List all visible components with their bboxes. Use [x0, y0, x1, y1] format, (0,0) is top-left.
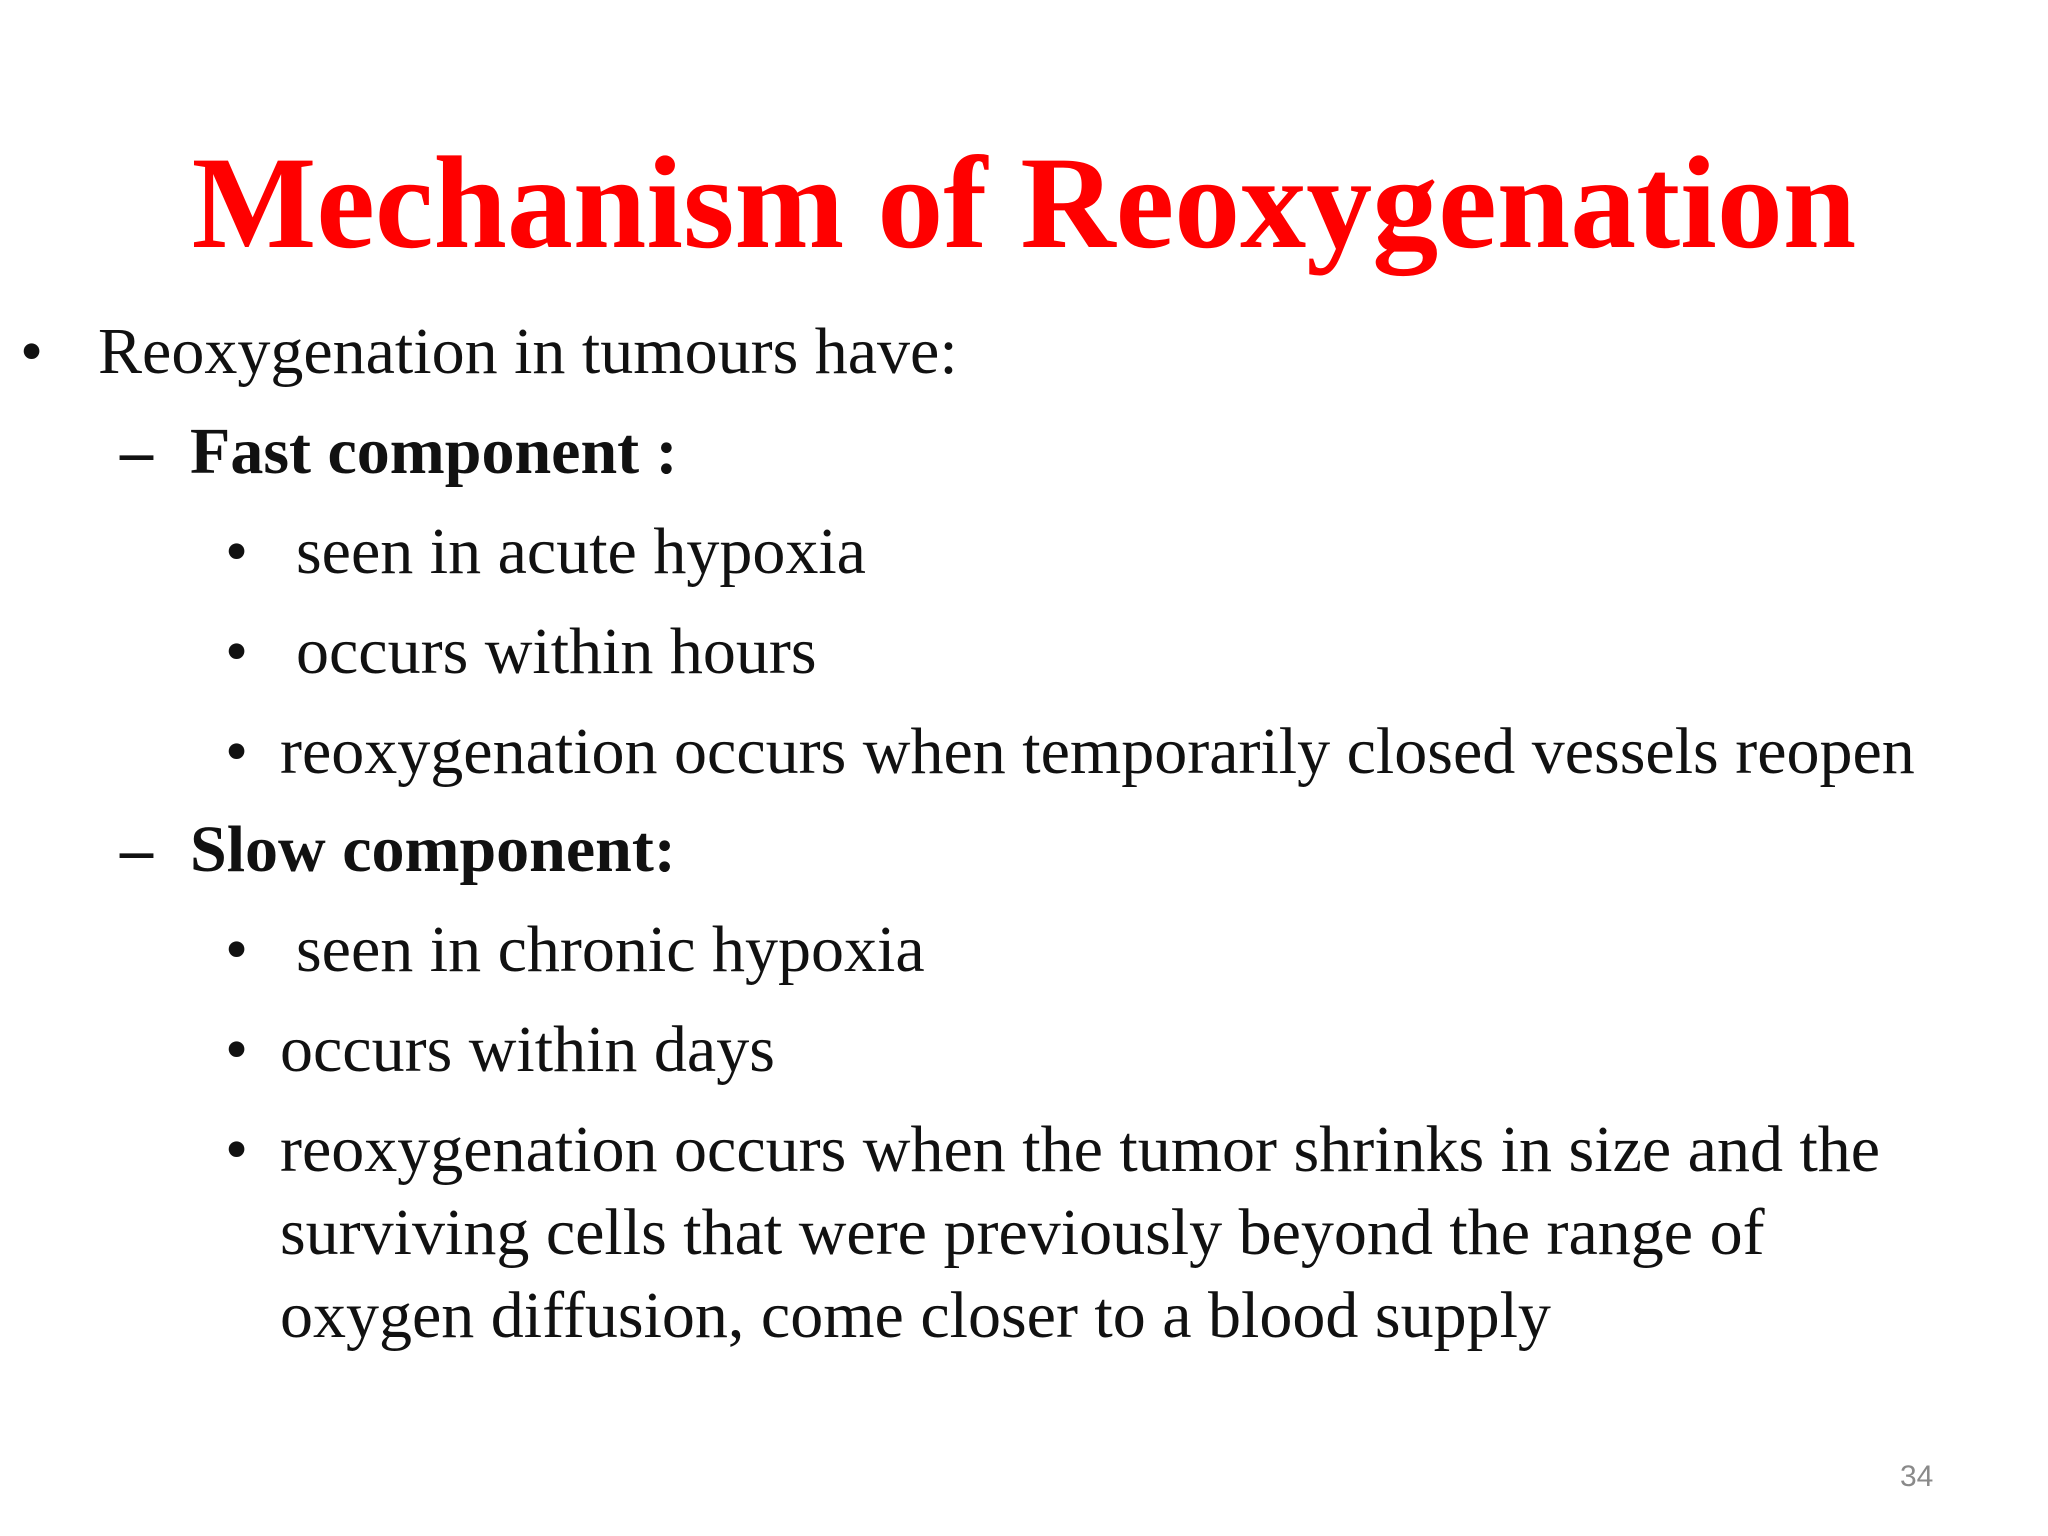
slow-component-heading: Slow component:	[190, 813, 676, 886]
bullet-marker: •	[225, 515, 249, 588]
bullet-marker: •	[225, 715, 249, 788]
slow-item: occurs within days	[280, 1013, 775, 1086]
page-number: 34	[1900, 1460, 1934, 1493]
bullet-marker: •	[20, 315, 44, 388]
bullet-marker: •	[225, 1113, 249, 1186]
slide-title: Mechanism of Reoxygenation	[191, 129, 1857, 276]
bullet-marker: •	[225, 913, 249, 986]
slow-item: seen in chronic hypoxia	[296, 913, 925, 986]
fast-item: reoxygenation occurs when temporarily closed vessels reopen	[280, 715, 1915, 788]
fast-item: occurs within hours	[296, 615, 817, 688]
slow-item-line: reoxygenation occurs when the tumor shrinks in size and the	[280, 1113, 1881, 1186]
intro-text: Reoxygenation in tumours have:	[98, 315, 958, 388]
slow-item-line: oxygen diffusion, come closer to a blood supply	[280, 1279, 1551, 1352]
bullet-marker: •	[225, 615, 249, 688]
fast-component-heading: Fast component :	[190, 415, 678, 488]
dash-marker: –	[120, 813, 153, 886]
intro-row	[20, 312, 43, 392]
fast-item: seen in acute hypoxia	[296, 515, 866, 588]
bullet-marker: •	[225, 1013, 249, 1086]
slow-item-line: surviving cells that were previously beyond the range of	[280, 1196, 1765, 1269]
dash-marker: –	[120, 415, 153, 488]
